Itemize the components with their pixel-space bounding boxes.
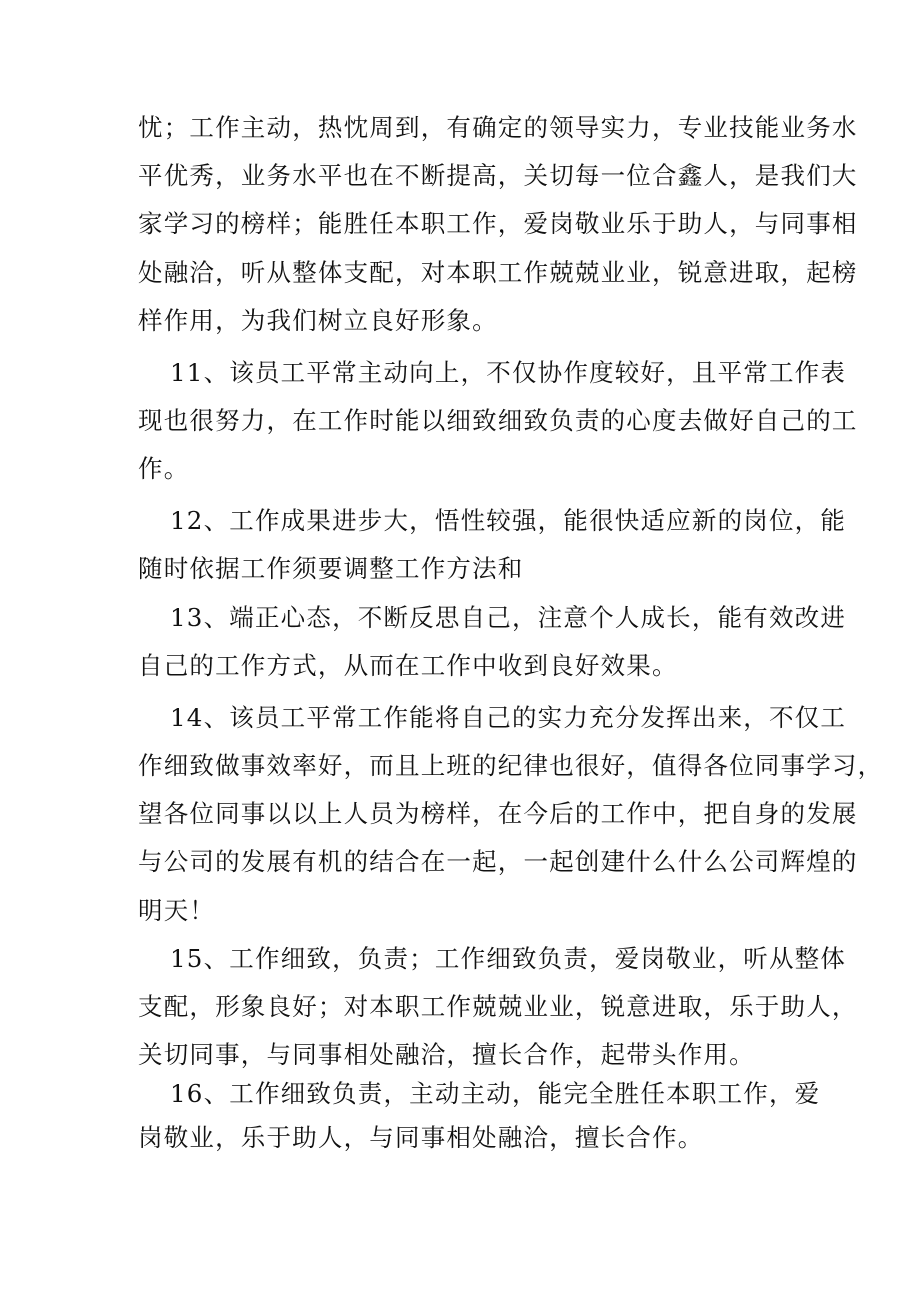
text-line: 与公司的发展有机的结合在一起，一起创建什么什么公司辉煌的 bbox=[138, 847, 858, 876]
paragraph-13-start: 13、端正心态，不断反思自己，注意个人成长，能有效改进 bbox=[170, 603, 847, 632]
text-line: 自己的工作方式，从而在工作中收到良好效果。 bbox=[138, 651, 678, 680]
paragraph-14-start: 14、该员工平常工作能将自己的实力充分发挥出来，不仅工 bbox=[170, 703, 847, 732]
text-line: 平优秀，业务水平也在不断提高，关切每一位合鑫人，是我们大 bbox=[138, 161, 858, 190]
text-line: 支配，形象良好；对本职工作兢兢业业，锐意进取，乐于助人， bbox=[138, 992, 858, 1021]
text-line: 样作用，为我们树立良好形象。 bbox=[138, 306, 498, 335]
text-line: 处融洽，听从整体支配，对本职工作兢兢业业，锐意进取，起榜 bbox=[138, 258, 858, 287]
paragraph-15-start: 15、工作细致，负责；工作细致负责，爱岗敬业，听从整体 bbox=[170, 944, 847, 973]
text-line: 现也很努力，在工作时能以细致细致负责的心度去做好自己的工 bbox=[138, 406, 858, 435]
text-line: 岗敬业，乐于助人，与同事相处融洽，擅长合作。 bbox=[138, 1123, 704, 1152]
text-line: 作。 bbox=[138, 454, 190, 483]
text-line: 忧；工作主动，热忱周到，有确定的领导实力，专业技能业务水 bbox=[138, 113, 858, 142]
text-line: 明天！ bbox=[138, 896, 216, 925]
paragraph-11-start: 11、该员工平常主动向上，不仅协作度较好，且平常工作表 bbox=[170, 358, 847, 387]
paragraph-12-start: 12、工作成果进步大，悟性较强，能很快适应新的岗位，能 bbox=[170, 506, 847, 535]
text-line: 家学习的榜样；能胜任本职工作，爱岗敬业乐于助人，与同事相 bbox=[138, 209, 858, 238]
text-line: 随时依据工作须要调整工作方法和 bbox=[138, 554, 524, 583]
text-line: 作细致做事效率好，而且上班的纪律也很好，值得各位同事学习， bbox=[138, 751, 884, 780]
paragraph-16-start: 16、工作细致负责，主动主动，能完全胜任本职工作，爱 bbox=[170, 1079, 821, 1108]
text-line: 望各位同事以以上人员为榜样，在今后的工作中，把自身的发展 bbox=[138, 799, 858, 828]
text-line: 关切同事，与同事相处融洽，擅长合作，起带头作用。 bbox=[138, 1040, 755, 1069]
